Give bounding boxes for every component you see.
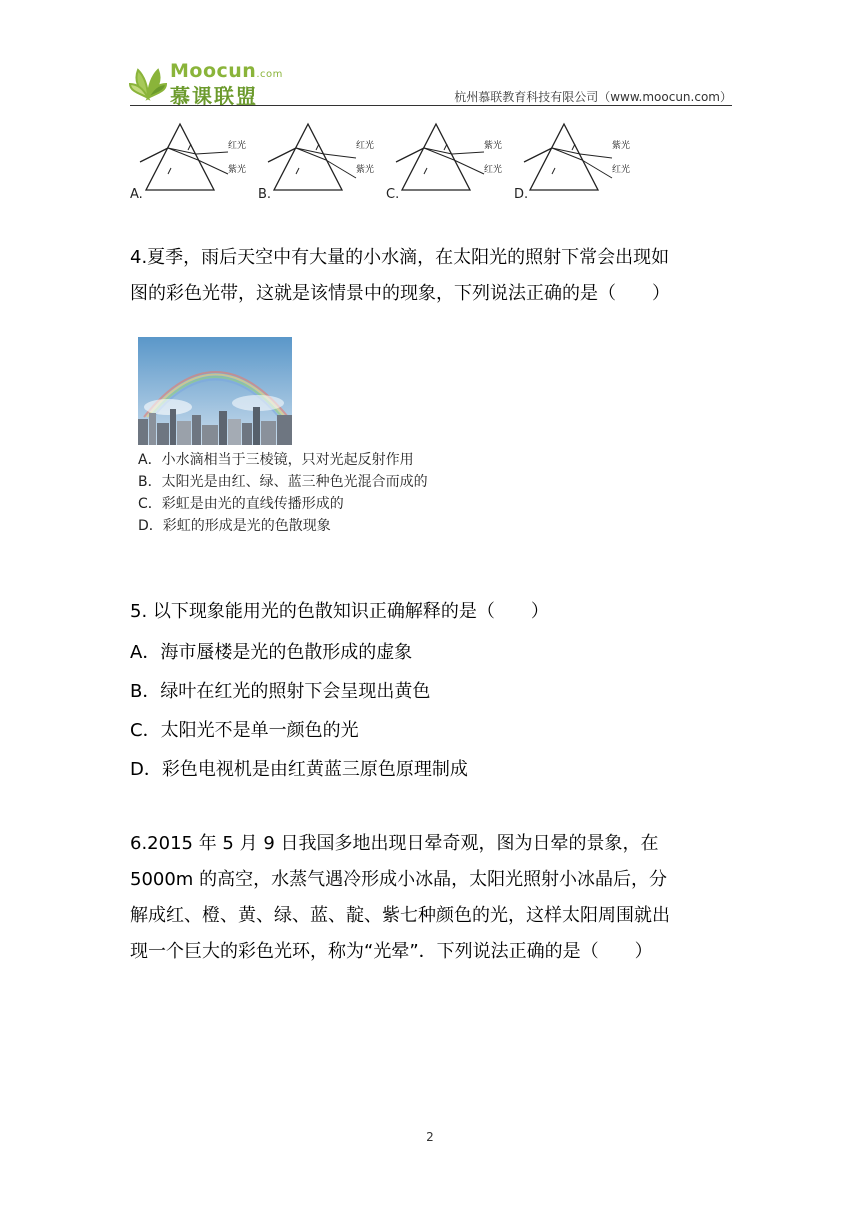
prism-triangle (530, 124, 598, 190)
prism-triangle (274, 124, 342, 190)
ray-label-lower: 红光 (612, 165, 631, 175)
question-6-line-3: 解成红、橙、黄、绿、蓝、靛、紫七种颜色的光，这样太阳周围就出 (130, 905, 670, 926)
ray-label-upper: 红光 (356, 141, 375, 151)
question-4-option-c[interactable]: C．彩虹是由光的直线传播形成的 (138, 496, 344, 512)
prism-triangle (146, 124, 214, 190)
question-4-options (138, 449, 428, 537)
moocun-logo (128, 60, 288, 108)
ray-label-lower: 紫光 (356, 165, 375, 175)
leaf-logo-icon (128, 62, 168, 102)
question-4-option-a[interactable]: A．小水滴相当于三棱镜，只对光起反射作用 (138, 452, 414, 468)
page-number: 2 (426, 1130, 434, 1144)
ray-label-upper: 红光 (228, 141, 247, 151)
prism-option-label: A. (130, 187, 143, 202)
question-5-option-a[interactable]: A．海市蜃楼是光的色散形成的虚象 (130, 642, 413, 663)
header-divider (130, 105, 732, 106)
prism-mark (316, 144, 319, 150)
rainbow-photo (138, 337, 292, 445)
prism-figure-a (130, 124, 246, 202)
ray-label-lower: 红光 (484, 165, 503, 175)
prism-figure-d (514, 124, 630, 202)
question-6-line-2: 5000m 的高空，水蒸气遇冷形成小冰晶，太阳光照射小冰晶后，分 (130, 869, 668, 890)
logo-english: Moocun.com (170, 60, 283, 82)
prism-figure-c (386, 124, 502, 202)
emergent-ray-upper (580, 154, 612, 158)
question-5-option-b[interactable]: B．绿叶在红光的照射下会呈现出黄色 (130, 681, 431, 702)
company-name: 杭州慕联教育科技有限公司（www.moocun.com） (454, 90, 732, 104)
prism-option-label: C. (386, 187, 400, 202)
prism-mark (168, 168, 171, 174)
prism-figure-b (258, 124, 374, 202)
prism-mark (552, 168, 555, 174)
question-5-option-c[interactable]: C．太阳光不是单一颜色的光 (130, 720, 359, 741)
prism-option-label: B. (258, 187, 272, 202)
prism-mark (188, 144, 191, 150)
question-5-option-d[interactable]: D．彩色电视机是由红黄蓝三原色原理制成 (130, 759, 468, 780)
ray-label-lower: 紫光 (228, 165, 247, 175)
emergent-ray-upper (196, 152, 228, 154)
prism-figures (128, 118, 631, 204)
question-4-line-1: 4.夏季，雨后天空中有大量的小水滴，在太阳光的照射下常会出现如 (130, 247, 670, 268)
prism-mark (572, 144, 575, 150)
question-4-option-d[interactable]: D．彩虹的形成是光的色散现象 (138, 518, 331, 534)
prism-mark (424, 168, 427, 174)
prism-mark (444, 144, 447, 150)
prism-triangle (402, 124, 470, 190)
question-4-option-b[interactable]: B．太阳光是由红、绿、蓝三种色光混合而成的 (138, 474, 428, 490)
question-4-line-2: 图的彩色光带，这就是该情景中的现象，下列说法正确的是（ ） (130, 283, 670, 304)
question-5-stem: 5. 以下现象能用光的色散知识正确解释的是（ ） (130, 601, 549, 622)
question-6 (130, 826, 730, 970)
prism-option-label: D. (514, 187, 529, 202)
ray-label-upper: 紫光 (484, 141, 503, 151)
ray-label-upper: 紫光 (612, 141, 631, 151)
emergent-ray-upper (452, 152, 484, 154)
question-6-line-4: 现一个巨大的彩色光环，称为“光晕”．下列说法正确的是（ ） (130, 941, 653, 962)
question-6-line-1: 6.2015 年 5 月 9 日我国多地出现日晕奇观，图为日晕的景象，在 (130, 833, 659, 854)
question-4 (130, 240, 730, 312)
prism-mark (296, 168, 299, 174)
emergent-ray-upper (324, 154, 356, 158)
logo-chinese: 慕课联盟 (170, 84, 258, 108)
